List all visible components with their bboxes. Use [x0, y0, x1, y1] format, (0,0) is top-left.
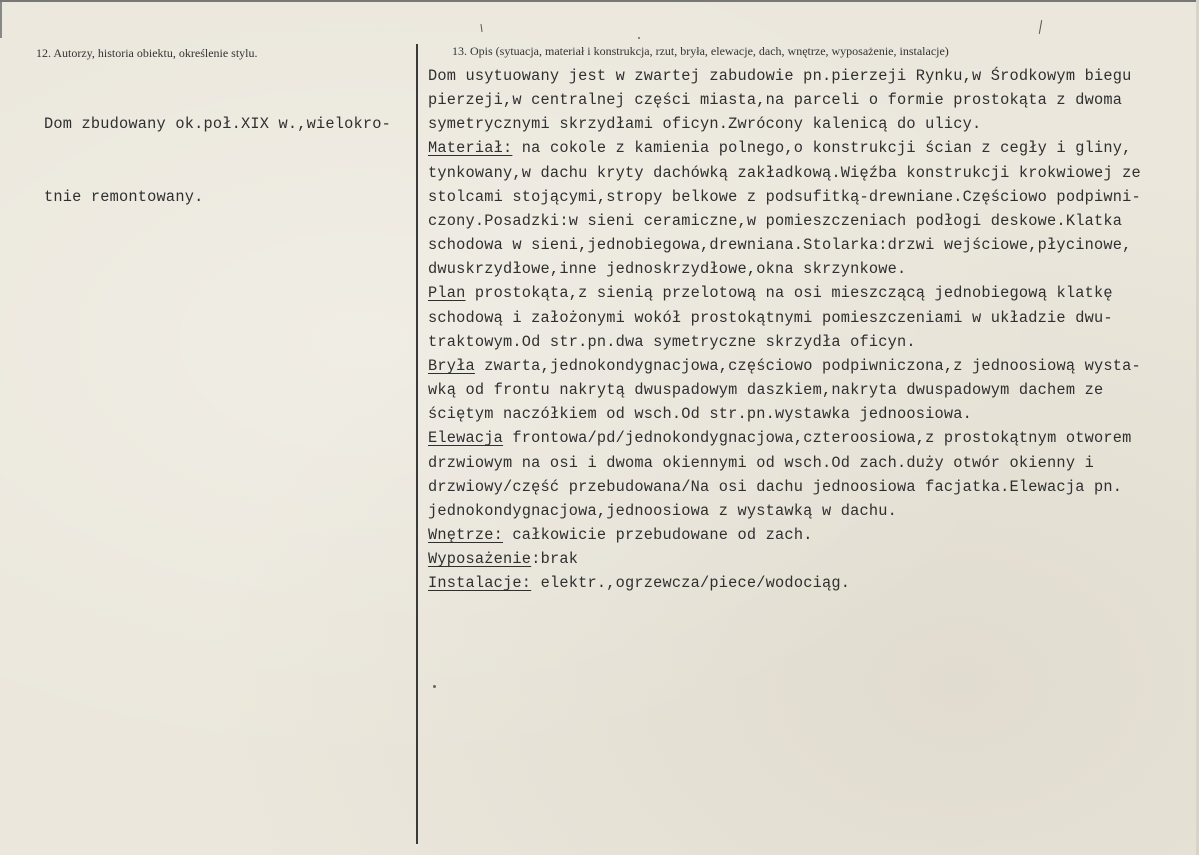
line-text: frontowa/pd/jednokondygnacjowa,czteroosiowa,z prostokątnym otworem: [503, 429, 1132, 448]
section-label: Elewacja: [428, 429, 504, 448]
pencil-mark: [480, 24, 482, 32]
column-divider: [416, 44, 418, 844]
line-text: zwarta,jednokondygnacjowa,częściowo podpiwniczona,z jednoosiową wysta-: [474, 356, 1141, 375]
section-13-text: [428, 64, 1141, 595]
line-text: na cokole z kamienia polnego,o konstrukcji ścian z cegły i gliny,: [512, 139, 1132, 158]
text-line: tnie remontowany.: [44, 187, 204, 206]
line-text: schodowa w sieni,jednobiegowa,drewniana.Stolarka:drzwi wejściowe,płycinowe,: [428, 236, 1132, 255]
ink-dot: [433, 685, 436, 688]
text-line: [428, 88, 1141, 112]
text-line: [428, 475, 1141, 499]
top-border-line: [0, 0, 1199, 2]
line-text: drzwiowym na osi i dwoma okiennymi od wsch.Od zach.duży otwór okienny i: [428, 453, 1094, 472]
line-text: traktowym.Od str.pn.dwa symetryczne skrzydła oficyn.: [428, 332, 916, 351]
line-text: dwuskrzydłowe,inne jednoskrzydłowe,okna skrzynkowe.: [428, 260, 907, 279]
section-label: Instalacje:: [428, 574, 532, 593]
text-line: [428, 281, 1141, 305]
section-label: Plan: [428, 284, 466, 303]
text-line: [428, 499, 1141, 523]
text-line: [428, 330, 1141, 354]
text-line: [428, 64, 1141, 88]
text-line: [428, 209, 1141, 233]
pencil-mark: [1039, 20, 1042, 34]
text-line: [428, 426, 1141, 450]
text-line: [428, 136, 1141, 160]
text-line: Dom zbudowany ok.poł.XIX w.,wielokro-: [44, 115, 392, 134]
text-line: [428, 547, 1141, 571]
line-text: symetrycznymi skrzydłami oficyn.Zwrócony kalenicą do ulicy.: [428, 115, 982, 134]
line-text: elektr.,ogrzewcza/piece/wodociąg.: [531, 574, 851, 593]
line-text: jednokondygnacjowa,jednoosiowa z wystawką w dachu.: [428, 501, 897, 520]
section-label: Materiał:: [428, 139, 513, 158]
section-12-text: [44, 64, 391, 257]
text-line: [428, 257, 1141, 281]
left-border-line: [0, 2, 2, 38]
line-text: czony.Posadzki:w sieni ceramiczne,w pomieszczeniach podłogi deskowe.Klatka: [428, 211, 1123, 230]
line-text: prostokąta,z sienią przelotową na osi mieszczącą jednobiegową klatkę: [465, 284, 1113, 303]
line-text: całkowicie przebudowane od zach.: [503, 525, 813, 544]
text-line: [428, 306, 1141, 330]
line-text: wką od frontu nakrytą dwuspadowym daszkiem,nakryta dwuspadowym dachem ze: [428, 381, 1104, 400]
line-text: pierzeji,w centralnej części miasta,na parceli o formie prostokąta z dwoma: [428, 91, 1123, 110]
text-line: [428, 571, 1141, 595]
line-text: Dom usytuowany jest w zwartej zabudowie pn.pierzeji Rynku,w Środkowym biegu: [428, 67, 1132, 85]
text-line: [428, 233, 1141, 257]
text-line: [428, 378, 1141, 402]
line-text: schodową i założonymi wokół prostokątnymi pomieszczeniami w układzie dwu-: [428, 308, 1113, 327]
text-line: [428, 112, 1141, 136]
ink-dot: [638, 37, 640, 39]
text-line: [428, 402, 1141, 426]
text-line: [428, 185, 1141, 209]
section-12-heading: 12. Autorzy, historia obiektu, określenie stylu.: [36, 46, 258, 60]
text-line: [428, 523, 1141, 547]
line-text: :brak: [531, 550, 579, 569]
line-text: stolcami stojącymi,stropy belkowe z podsufitką-drewniane.Częściowo podpiwni-: [428, 187, 1141, 206]
text-line: [428, 161, 1141, 185]
text-line: [428, 451, 1141, 475]
section-label: Wyposażenie: [428, 550, 532, 569]
section-label: Bryła: [428, 356, 475, 375]
line-text: drzwiowy/część przebudowana/Na osi dachu jednoosiowa facjatka.Elewacja pn.: [428, 477, 1123, 496]
line-text: ściętym naczółkiem od wsch.Od str.pn.wystawka jednoosiowa.: [428, 405, 973, 424]
text-line: [428, 354, 1141, 378]
section-label: Wnętrze:: [428, 525, 504, 544]
section-13-heading: 13. Opis (sytuacja, materiał i konstrukcja, rzut, bryła, elewacje, dach, wnętrze, wyposażenie, instalacje): [452, 44, 949, 58]
line-text: tynkowany,w dachu kryty dachówką zakładkową.Więźba konstrukcji krokwiowej ze: [428, 163, 1141, 182]
